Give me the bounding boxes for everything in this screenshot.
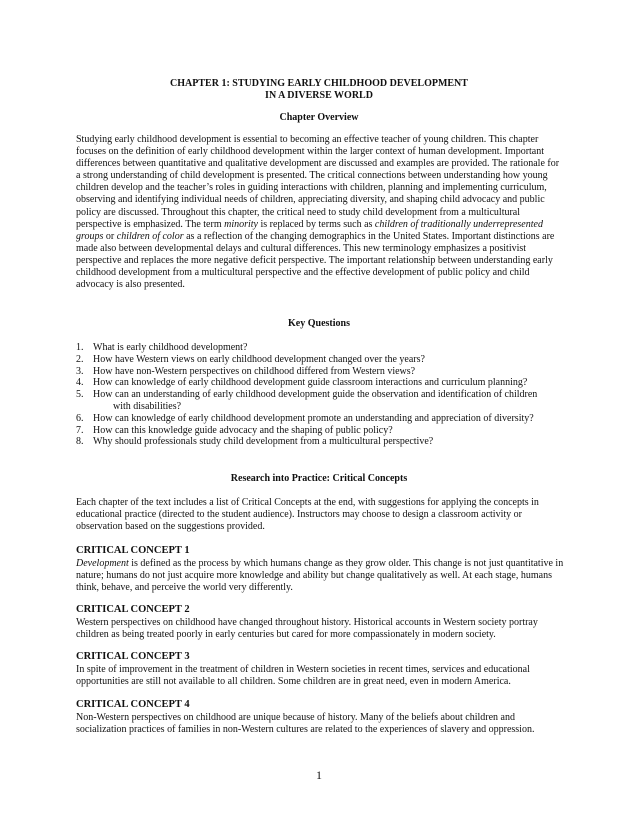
list-item-text: How can knowledge of early childhood development guide classroom interactions and curriculum planning? xyxy=(93,377,528,389)
list-item-number: 4. xyxy=(76,377,84,389)
key-questions-heading: Key Questions xyxy=(288,318,350,329)
list-item-text: Why should professionals study child development from a multicultural perspective? xyxy=(93,436,434,448)
list-item-text: How can knowledge of early childhood development promote an understanding and appreciation of diversity? xyxy=(93,412,534,424)
chapter-overview-paragraph xyxy=(76,134,564,291)
list-item-number: 5. xyxy=(76,389,84,401)
list-item-text: What is early childhood development? xyxy=(93,342,248,353)
overview-text-part2: is replaced by terms such as xyxy=(258,218,375,230)
critical-concept-1-text xyxy=(76,558,564,594)
list-item-text: How can an understanding of early childhood development guide the observation and identification of children xyxy=(93,389,538,401)
overview-text-part1: Studying early childhood development is essential to becoming an effective teacher of young children. This chapter focuses on the definition of early childhood development within the larger context of human development. Important differences between quantitative and qualitative development are discussed and examples are provided. The rationale for a strong understanding of child development is presented. The critical connections between understanding how young children develop and the teacher’s roles in guiding interactions with children, planning and implementing curriculum, observing and identifying individual needs of children, appreciating diversity, and shaping child advocacy and public policy are discussed. Throughout this chapter, the critical need to study child development from a multicultural perspective is emphasized. The term xyxy=(76,134,560,230)
key-questions-list xyxy=(76,342,564,448)
term-children-underrepresented: children of traditionally underrepresented groups xyxy=(76,218,543,242)
list-item xyxy=(76,354,564,366)
list-item xyxy=(76,377,564,389)
list-item xyxy=(76,389,564,413)
page-number: 1 xyxy=(316,768,322,782)
chapter-overview-heading: Chapter Overview xyxy=(279,112,359,123)
term-development: Development xyxy=(76,558,129,569)
list-item xyxy=(76,436,564,448)
list-item-number: 3. xyxy=(76,365,84,377)
list-item-number: 6. xyxy=(76,412,84,424)
research-into-practice-heading: Research into Practice: Critical Concepts xyxy=(230,473,408,484)
critical-concept-3-text: In spite of improvement in the treatment of children in Western societies in recent times, services and educational opportunities are still not available to all children. Some children are in great need, even in modern America. xyxy=(76,664,530,687)
research-intro-paragraph: Each chapter of the text includes a list of Critical Concepts at the end, with suggestions for applying the concepts in educational practice (directed to the student audience). Instructors may choose to design a classroom activity or observation based on the suggestions provided. xyxy=(76,497,539,532)
term-minority: minority xyxy=(224,218,258,230)
chapter-title-line2: IN A DIVERSE WORLD xyxy=(265,90,373,101)
critical-concept-2-text: Western perspectives on childhood have changed throughout history. Historical accounts in Western society portray children as being treated poorly in early centuries but cared for more compassionately in modern society. xyxy=(76,617,538,640)
chapter-title-line1: CHAPTER 1: STUDYING EARLY CHILDHOOD DEVELOPMENT xyxy=(170,78,468,89)
overview-text-part4: as a reflection of the changing demographics in the United States. Important distinctions are made also between developmental delays and cultural differences. This new terminology emphasizes a positivist perspective and replaces the more negative deficit perspective. The important relationship between understanding early childhood development from a multicultural perspective and the effective development of public policy and child advocacy is also presented. xyxy=(76,230,555,291)
list-item xyxy=(76,366,564,378)
list-item xyxy=(76,342,564,354)
critical-concept-4-text: Non-Western perspectives on childhood are unique because of history. Many of the beliefs about children and socialization practices of families in non-Western cultures are related to the experiences of slavery and oppression. xyxy=(76,712,535,735)
list-item-continuation: with disabilities? xyxy=(113,400,182,412)
list-item-number: 1. xyxy=(76,342,84,353)
list-item-number: 2. xyxy=(76,353,84,365)
critical-concept-3-title: CRITICAL CONCEPT 3 xyxy=(76,651,190,662)
overview-text-part3: or xyxy=(103,230,117,242)
list-item-number: 8. xyxy=(76,436,84,448)
critical-concept-1-title: CRITICAL CONCEPT 1 xyxy=(76,545,190,556)
critical-concept-1-body: is defined as the process by which humans change as they grow older. This change is not just quantitative in nature; humans do not just acquire more knowledge and ability but change qualitatively as well. At each stage, humans think, behave, and perceive the world very differently. xyxy=(76,558,564,593)
list-item-text: How have non-Western perspectives on childhood differed from Western views? xyxy=(93,365,416,377)
list-item-text: How can this knowledge guide advocacy and the shaping of public policy? xyxy=(93,424,393,436)
list-item-number: 7. xyxy=(76,424,84,436)
list-item xyxy=(76,425,564,437)
list-item xyxy=(76,413,564,425)
critical-concept-4-title: CRITICAL CONCEPT 4 xyxy=(76,699,190,710)
term-children-of-color: children of color xyxy=(116,230,184,242)
critical-concept-2-title: CRITICAL CONCEPT 2 xyxy=(76,604,190,615)
list-item-text: How have Western views on early childhood development changed over the years? xyxy=(93,353,425,365)
